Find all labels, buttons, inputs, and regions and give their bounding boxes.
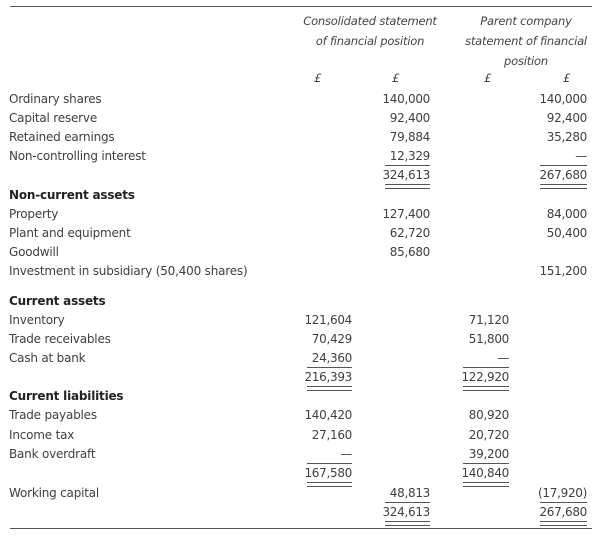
table-row [0,128,601,147]
consolidated-value: 24,360 [311,351,352,365]
table-row [0,311,601,330]
parent-equity-total: 267,680 [539,168,587,182]
consolidated-header-line-1: Consolidated statement [303,14,437,28]
section-heading-row [0,387,601,406]
top-rule [10,6,592,7]
consolidated-current-liabilities-total: 167,580 [304,466,352,480]
currency-symbol-col4: £ [563,71,571,85]
bottom-rule [10,528,592,529]
consolidated-value: 48,813 [389,486,430,500]
row-label: Retained earnings [9,130,115,144]
current-liabilities-total-row [0,464,601,483]
table-row [0,445,601,464]
section-heading: Current assets [9,294,106,308]
section-heading-row [0,292,601,311]
parent-net-total: 267,680 [539,505,587,519]
table-row [0,406,601,425]
section-heading: Non-current assets [9,188,135,202]
consolidated-header-line-2: of financial position [315,34,425,48]
section-heading-row [0,186,601,205]
consolidated-value: 79,884 [389,130,430,144]
row-label: Working capital [9,486,100,500]
parent-value: (17,920) [538,486,587,500]
table-row [0,109,601,128]
table-row [0,147,601,166]
row-label: Plant and equipment [9,226,131,240]
consolidated-value: 140,000 [382,92,430,106]
table-row [0,205,601,224]
equity-total-row [0,166,601,185]
row-label: Income tax [9,428,75,442]
working-capital-row [0,484,601,503]
consolidated-value: — [340,447,352,461]
currency-symbol-col3: £ [484,71,492,85]
parent-value: 35,280 [546,130,587,144]
table-row [0,349,601,368]
table-row [0,330,601,349]
table-row [0,243,601,262]
parent-value: 151,200 [539,264,587,278]
row-label: Investment in subsidiary (50,400 shares) [9,264,248,278]
parent-header-line-3: position [504,54,548,68]
row-label: Cash at bank [9,351,86,365]
table-row [0,90,601,109]
parent-value: 51,800 [468,332,509,346]
row-label: Property [9,207,59,221]
row-label: Bank overdraft [9,447,96,461]
consolidated-value: 127,400 [382,207,430,221]
consolidated-equity-total: 324,613 [382,168,430,182]
section-heading: Current liabilities [9,389,124,403]
consolidated-value: 121,604 [304,313,352,327]
parent-value: 80,920 [468,408,509,422]
total-double-rule [385,521,430,526]
parent-current-liabilities-total: 140,840 [461,466,509,480]
parent-value: 50,400 [546,226,587,240]
consolidated-value: 140,420 [304,408,352,422]
consolidated-header [290,11,450,51]
row-label: Goodwill [9,245,59,259]
currency-symbol-col1: £ [314,71,322,85]
consolidated-value: 92,400 [389,111,430,125]
consolidated-value: 70,429 [311,332,352,346]
parent-value: 20,720 [468,428,509,442]
consolidated-value: 62,720 [389,226,430,240]
row-label: Trade payables [9,408,97,422]
parent-value: — [497,351,509,365]
consolidated-value: 12,329 [389,149,430,163]
consolidated-value: 85,680 [389,245,430,259]
net-total-row [0,503,601,522]
parent-value: — [575,149,587,163]
parent-header [456,11,596,71]
row-label: Non-controlling interest [9,149,146,163]
table-row [0,224,601,243]
consolidated-value: 27,160 [311,428,352,442]
row-label: Trade receivables [9,332,111,346]
parent-value: 84,000 [546,207,587,221]
parent-header-line-1: Parent company [480,14,572,28]
table-row [0,262,601,281]
currency-symbol-col2: £ [392,71,400,85]
consolidated-net-total: 324,613 [382,505,430,519]
row-label: Ordinary shares [9,92,102,106]
current-assets-total-row [0,368,601,387]
parent-current-assets-total: 122,920 [461,370,509,384]
parent-value: 92,400 [546,111,587,125]
row-label: Inventory [9,313,65,327]
consolidated-current-assets-total: 216,393 [304,370,352,384]
table-row [0,426,601,445]
parent-value: 71,120 [468,313,509,327]
parent-value: 140,000 [539,92,587,106]
parent-header-line-2: statement of financial [465,34,587,48]
total-double-rule [540,521,587,526]
parent-value: 39,200 [468,447,509,461]
row-label: Capital reserve [9,111,97,125]
